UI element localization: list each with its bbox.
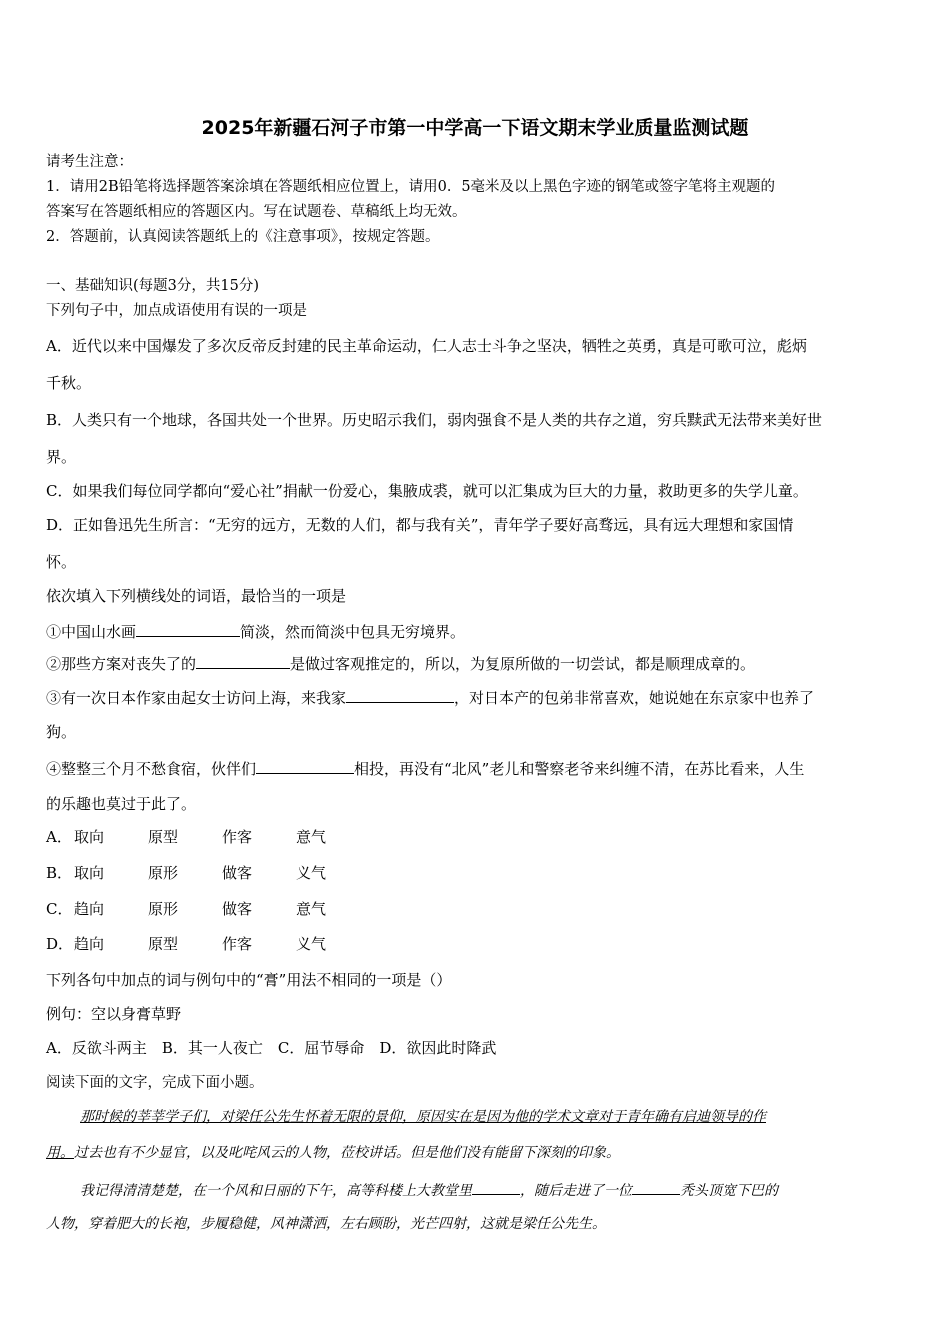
- q2-blank-3: [346, 686, 454, 703]
- reading-p2-line1: [80, 1178, 778, 1201]
- q1-option-a-line2: 千秋。: [46, 374, 92, 392]
- notice-item-2: 2．答题前，认真阅读答题纸上的《注意事项》，按规定答题。: [46, 229, 440, 245]
- q2-s2-post: 是做过客观推定的，所以，为复原所做的一切尝试，都是顺理成章的。: [290, 655, 756, 673]
- q1-option-b-line1: B．人类只有一个地球，各国共处一个世界。历史昭示我们，弱肉强食不是人类的共存之道，穷兵黩武无法带来美好世: [46, 411, 823, 429]
- q2-sentence-3-tail: 狗。: [46, 723, 77, 741]
- reading-p2-a1: 我记得清清楚楚，在一个风和日丽的下午，高等科楼上大教堂里: [80, 1183, 472, 1199]
- q2-option-a: [46, 827, 370, 847]
- option-word: 义气: [296, 935, 327, 953]
- q2-s4-post: 相投，再没有“北风”老儿和警察老爷来纠缠不清，在苏比看来，人生: [354, 760, 805, 778]
- option-label: C．: [46, 900, 73, 918]
- underlined-sentence: 那时候的莘莘学子们，对梁任公先生怀着无限的景仰，原因实在是因为他的学术文章对于青年确有启迪领导的作: [80, 1109, 766, 1125]
- notice-item-1a: 1．请用2B铅笔将选择题答案涂填在答题纸相应位置上，请用0．5毫米及以上黑色字迹的钢笔或签字笔将主观题的: [46, 179, 776, 195]
- q1-option-d-line2: 怀。: [46, 553, 77, 571]
- notice-item-1b: 答案写在答题纸相应的答题区内。写在试题卷、草稿纸上均无效。: [46, 204, 467, 220]
- option-label: B．: [46, 864, 73, 882]
- option-word: 作客: [222, 828, 253, 846]
- option-word: 做客: [222, 900, 253, 918]
- section-heading: 一、基础知识(每题3分，共15分): [46, 278, 259, 294]
- notice-heading: 请考生注意：: [46, 154, 133, 170]
- q3-stem: 下列各句中加点的词与例句中的“膏”用法不相同的一项是（）: [46, 971, 452, 989]
- q3-example: 例句：空以身膏草野: [46, 1005, 182, 1023]
- q2-s3-pre: ③有一次日本作家由起女士访问上海，来我家: [46, 689, 347, 707]
- q2-s3-post: ，对日本产的包弟非常喜欢，她说她在东京家中也养了: [454, 689, 815, 707]
- q2-sentence-3: [46, 686, 814, 708]
- option-word: 原形: [148, 864, 179, 882]
- q2-blank-4: [256, 757, 354, 774]
- q2-s2-pre: ②那些方案对丧失了的: [46, 655, 197, 673]
- reading-intro: 阅读下面的文字，完成下面小题。: [46, 1075, 264, 1091]
- option-word: 趋向: [74, 935, 105, 953]
- option-word: 趋向: [74, 900, 105, 918]
- option-word: 取向: [74, 828, 105, 846]
- q2-blank-2: [196, 652, 290, 669]
- q1-stem: 下列句子中，加点成语使用有误的一项是: [46, 303, 307, 319]
- option-word: 取向: [74, 864, 105, 882]
- q2-sentence-2: [46, 652, 755, 674]
- option-word: 意气: [296, 828, 327, 846]
- option-word: 作客: [222, 935, 253, 953]
- option-word: 做客: [222, 864, 253, 882]
- reading-blank-2: [632, 1178, 680, 1195]
- q2-s1-pre: ①中国山水画: [46, 623, 137, 641]
- option-label: D．: [46, 935, 74, 953]
- q1-option-c: C．如果我们每位同学都向“爱心社”捐献一份爱心，集腋成裘，就可以汇集成为巨大的力量，救助更多的失学儿童。: [46, 482, 808, 500]
- q2-sentence-4: [46, 757, 804, 779]
- option-word: 原型: [148, 828, 179, 846]
- underlined-sentence-end: 用。: [46, 1145, 74, 1161]
- q2-s4-pre: ④整整三个月不愁食宿，伙伴们: [46, 760, 257, 778]
- q1-option-a-line1: A．近代以来中国爆发了多次反帝反封建的民主革命运动，仁人志士斗争之坚决，牺牲之英勇，真是可歌可泣，彪炳: [46, 337, 807, 355]
- reading-p2-a3: 秃头顶宽下巴的: [680, 1183, 778, 1199]
- option-word: 义气: [296, 864, 327, 882]
- q2-option-d: [46, 934, 370, 954]
- q2-s1-post: 简淡，然而简淡中包具无穷境界。: [240, 623, 466, 641]
- q1-option-d-line1: D．正如鲁迅先生所言：“无穷的远方，无数的人们，都与我有关”，青年学子要好高骛远，具有远大理想和家国情: [46, 516, 794, 534]
- page-title: 2025年新疆石河子市第一中学高一下语文期末学业质量监测试题: [201, 117, 749, 139]
- option-word: 原型: [148, 935, 179, 953]
- q2-stem: 依次填入下列横线处的词语，最恰当的一项是: [46, 587, 347, 605]
- q2-blank-1: [136, 620, 240, 637]
- reading-p1-rest: 过去也有不少显官，以及叱咤风云的人物，莅校讲话。但是他们没有能留下深刻的印象。: [74, 1145, 620, 1161]
- option-word: 意气: [296, 900, 327, 918]
- option-word: 原形: [148, 900, 179, 918]
- reading-blank-1: [472, 1178, 520, 1195]
- reading-p2-a2: ，随后走进了一位: [520, 1183, 632, 1199]
- q2-option-b: [46, 863, 370, 883]
- q3-options: A．反欲斗两主 B．其一人夜亡 C．屈节辱命 D．欲因此时降武: [46, 1039, 497, 1057]
- reading-p1-line1: [80, 1107, 766, 1127]
- reading-p2-line2: 人物，穿着肥大的长袍，步履稳健，风神潇洒，左右顾盼，光芒四射，这就是梁任公先生。: [46, 1216, 606, 1232]
- q2-option-c: [46, 899, 370, 919]
- option-label: A．: [46, 828, 72, 846]
- reading-p1-line2: [46, 1143, 620, 1163]
- q2-sentence-4-tail: 的乐趣也莫过于此了。: [46, 795, 197, 813]
- q2-sentence-1: [46, 620, 465, 642]
- q1-option-b-line2: 界。: [46, 448, 77, 466]
